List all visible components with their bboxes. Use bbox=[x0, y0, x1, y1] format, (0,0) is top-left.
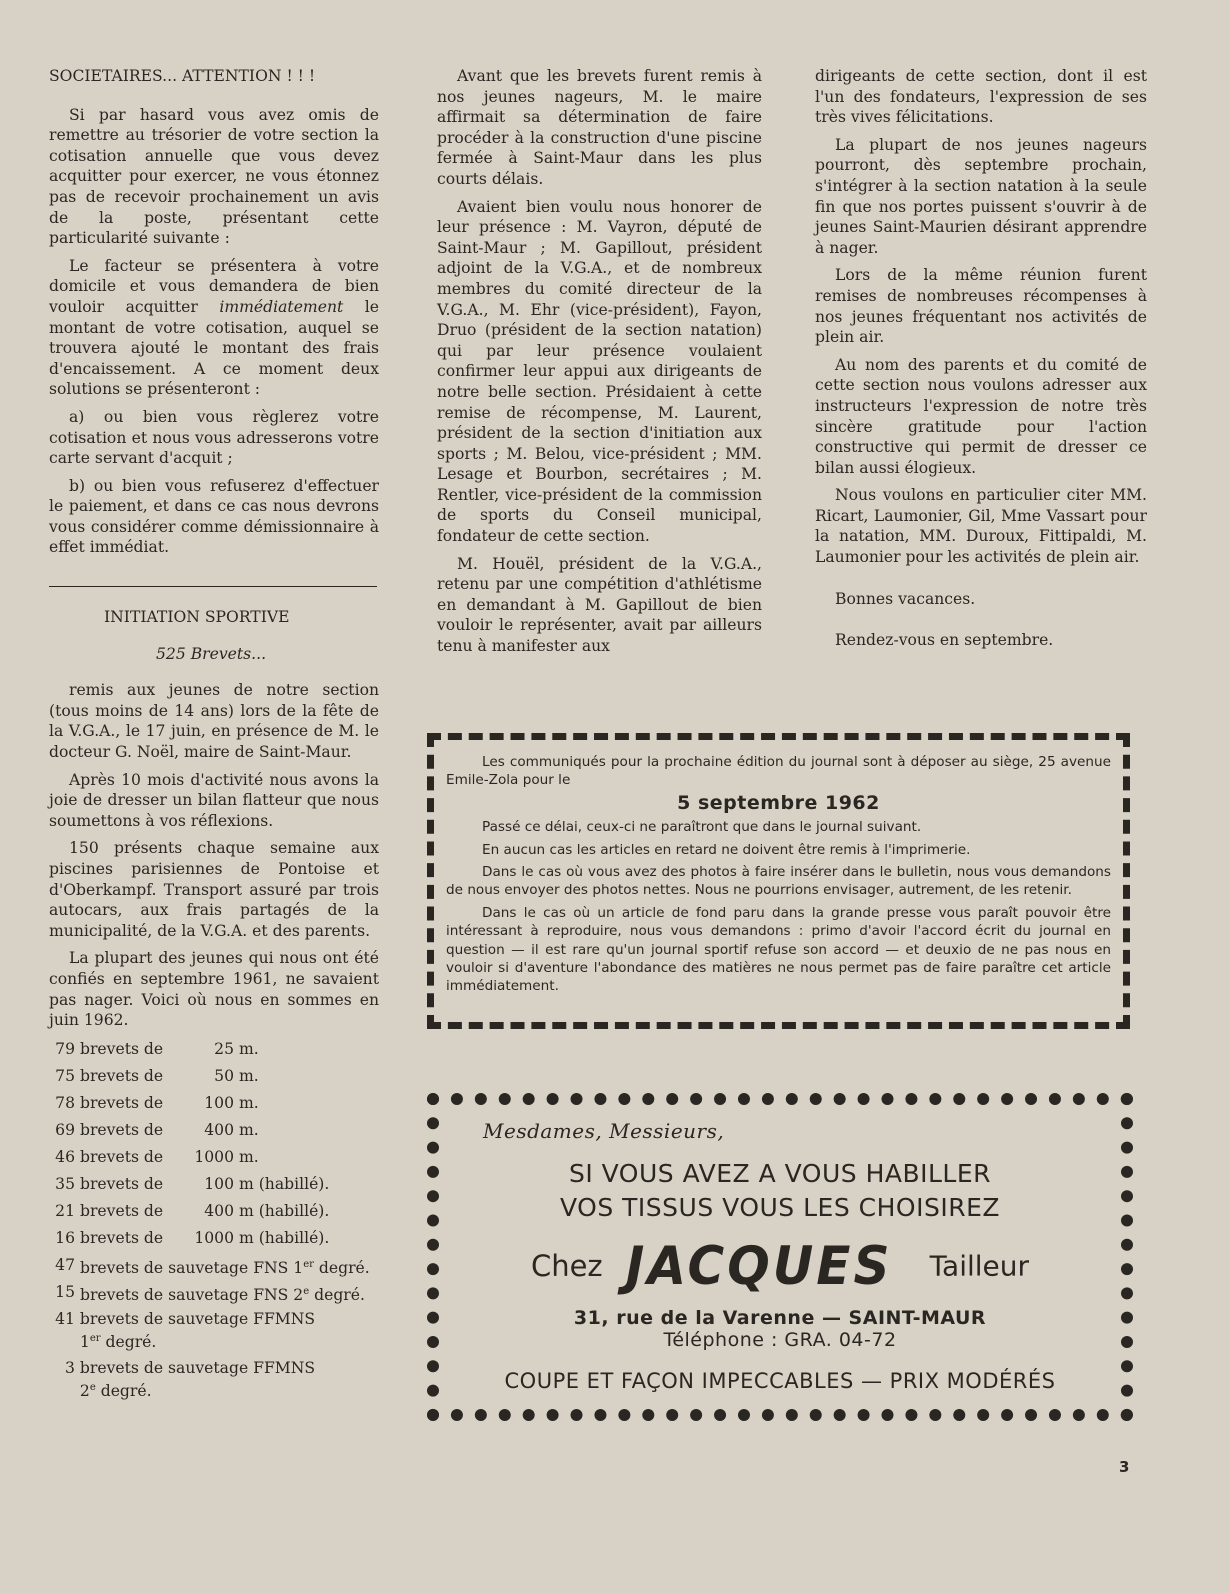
paragraph: Avaient bien voulu nous honorer de leur présence : M. Vayron, député de Saint-Maur ; M. Gapillout, président adjoint de la V.G.A., et de nombreux membres du comité directeur de la V.G.A., M. Ehr (vice-président), Fayon, Druo (président de la section natation) qui par leur présence voulaient confirmer leur appui aux dirigeants de notre belle section. Présidaient à cette remise de récompense, M. Laurent, président de la section d'initiation aux sports ; M. Belou, vice-président ; MM. Lesage et Bourbon, secrétaires ; M. Rentler, vice-président de la commission de sports du Conseil municipal, fondateur de cette section. bbox=[437, 197, 762, 546]
paragraph: Si par hasard vous avez omis de remettre au trésorier de votre section la cotisation annuelle que vous devez acquitter pour exercer, ne vous étonnez pas de recevoir prochainement un avis de la poste, présentant cette particularité suivante : bbox=[49, 105, 379, 248]
list-item: 21 brevets de 400 m (habillé). bbox=[55, 1201, 330, 1220]
paragraph: Au nom des parents et du comité de cette section nous voulons adresser aux instructeurs l'expression de notre très sincère gratitude pour l'action constructive qui permit de dresser ce bilan aussi élogieux. bbox=[815, 355, 1147, 477]
paragraph: M. Houël, président de la V.G.A., retenu par une compétition d'athlétisme en demandant à M. Gapillout de bien vouloir le représenter, avait par ailleurs tenu à manifester aux bbox=[437, 554, 762, 656]
ad-tagline: COUPE ET FAÇON IMPECCABLES — PRIX MODÉRÉS bbox=[504, 1369, 1056, 1393]
ad-name-line bbox=[439, 1235, 1121, 1297]
notice-text: En aucun cas les articles en retard ne doivent être remis à l'imprimerie. bbox=[482, 841, 971, 858]
ad-address: 31, rue de la Varenne — SAINT-MAUR bbox=[573, 1307, 987, 1329]
list-item: 75 brevets de 50 m. bbox=[55, 1066, 259, 1085]
ad-line: SI VOUS AVEZ A VOUS HABILLER bbox=[568, 1159, 992, 1188]
list-item: 46 brevets de 1000 m. bbox=[55, 1147, 259, 1166]
notice-text: Dans le cas où un article de fond paru dans la grande presse vous paraît pouvoir être intéressant à reproduire, nous vous demandons : primo d'avoir l'accord écrit du journal en question — il est rare qu'un journal sportif refuse son accord — et deuxio de ne pas nous en vouloir si d'aventure l'abondance des matières ne nous permet pas de faire paraître cet article immédiatement. bbox=[446, 904, 1111, 995]
paragraph: Avant que les brevets furent remis à nos jeunes nageurs, M. le maire affirmait sa détermination de faire procéder à la construction d'une piscine fermée à Saint-Maur dans les plus courts délais. bbox=[437, 67, 762, 188]
ad-trade: Tailleur bbox=[929, 1249, 1030, 1283]
paragraph: b) ou bien vous refuserez d'effectuer le paiement, et dans ce cas nous devrons vous considérer comme démissionnaire à effet immédiat. bbox=[49, 476, 379, 557]
paragraph: dirigeants de cette section, dont il est l'un des fondateurs, l'expression de ses très vives félicitations. bbox=[815, 67, 1147, 127]
list-item: 47 brevets de sauvetage FNS 1er degré. bbox=[55, 1255, 370, 1277]
list-item: 16 brevets de 1000 m (habillé). bbox=[55, 1228, 330, 1247]
page-number: 3 bbox=[1119, 1458, 1130, 1476]
paragraph: La plupart des jeunes qui nous ont été confiés en septembre 1961, ne savaient pas nager. Voici où nous en sommes en juin 1962. bbox=[49, 949, 379, 1030]
list-item: 15 brevets de sauvetage FNS 2e degré. bbox=[55, 1282, 365, 1304]
column-1 bbox=[49, 66, 379, 1407]
paragraph: Lors de la même réunion furent remises de nombreuses récompenses à nos jeunes fréquentant nos activités de plein air. bbox=[815, 266, 1147, 347]
column-2 bbox=[437, 66, 762, 664]
list-item: 3 brevets de sauvetage FFMNS 2e degré. bbox=[65, 1358, 316, 1401]
list-item: 69 brevets de 400 m. bbox=[55, 1120, 259, 1139]
brevets-list bbox=[49, 1039, 379, 1401]
paragraph: remis aux jeunes de notre section (tous moins de 14 ans) lors de la fête de la V.G.A., le 17 juin, en présence de M. le docteur G. Noël, maire de Saint-Maur. bbox=[49, 681, 379, 762]
brevets-subtitle: 525 Brevets... bbox=[156, 644, 267, 663]
notice-text: Dans le cas où vous avez des photos à faire insérer dans le bulletin, nous vous demandons de nous envoyer des photos nettes. Nous ne pourrions envisager, autrement, de les retenir. bbox=[446, 864, 1111, 899]
paragraph: a) ou bien vous règlerez votre cotisation et nous vous adresserons votre carte servant d'acquit ; bbox=[49, 407, 379, 468]
closing-text: Rendez-vous en septembre. bbox=[835, 631, 1054, 650]
paragraph: Le facteur se présentera à votre domicile et vous demandera de bien vouloir acquitter immédiatement le montant de votre cotisation, auquel se trouvera ajouté le montant des frais d'encaissement. A ce moment deux solutions se présenteront : bbox=[49, 256, 379, 399]
list-item: 41 brevets de sauvetage FFMNS 1er degré. bbox=[55, 1309, 316, 1351]
initiation-heading: INITIATION SPORTIVE bbox=[104, 608, 290, 627]
ad-line: VOS TISSUS VOUS LES CHOISIREZ bbox=[560, 1193, 1000, 1222]
paragraph: La plupart de nos jeunes nageurs pourront, dès septembre prochain, s'intégrer à la section natation à la seule fin que nos portes puissent s'ouvrir à de jeunes Saint-Maurien désirant apprendre à nager. bbox=[815, 135, 1147, 257]
ad-greeting: Mesdames, Messieurs, bbox=[483, 1119, 725, 1143]
tailor-advertisement bbox=[427, 1093, 1133, 1421]
societaires-heading: SOCIETAIRES... ATTENTION ! ! ! bbox=[49, 67, 316, 85]
notice-text: Passé ce délai, ceux-ci ne paraîtront que dans le journal suivant. bbox=[482, 819, 922, 836]
closing-text: Bonnes vacances. bbox=[835, 589, 976, 608]
ad-chez: Chez bbox=[530, 1249, 603, 1283]
ad-phone: Téléphone : GRA. 04-72 bbox=[663, 1329, 897, 1351]
list-item: 78 brevets de 100 m. bbox=[55, 1093, 259, 1112]
column-3 bbox=[815, 66, 1147, 658]
ad-brand-name: JACQUES bbox=[625, 1235, 893, 1297]
paragraph: Après 10 mois d'activité nous avons la joie de dresser un bilan flatteur que nous soumettons à vos réflexions. bbox=[49, 770, 379, 830]
paragraph: Nous voulons en particulier citer MM. Ricart, Laumonier, Gil, Mme Vassart pour la natation, MM. Duroux, Fittipaldi, M. Laumonier pour les activités de plein air. bbox=[815, 486, 1147, 567]
notice-date: 5 septembre 1962 bbox=[677, 791, 880, 814]
paragraph: 150 présents chaque semaine aux piscines parisiennes de Pontoise et d'Oberkampf. Transport assuré par trois autocars, aux frais partagés de la municipalité, de la V.G.A. et des parents. bbox=[49, 839, 379, 940]
notice-text: Les communiqués pour la prochaine édition du journal sont à déposer au siège, 25 avenue Emile-Zola pour le bbox=[446, 754, 1111, 789]
list-item: 35 brevets de 100 m (habillé). bbox=[55, 1174, 330, 1193]
divider bbox=[49, 586, 377, 587]
list-item: 79 brevets de 25 m. bbox=[55, 1039, 259, 1058]
notice-box bbox=[427, 733, 1130, 1029]
